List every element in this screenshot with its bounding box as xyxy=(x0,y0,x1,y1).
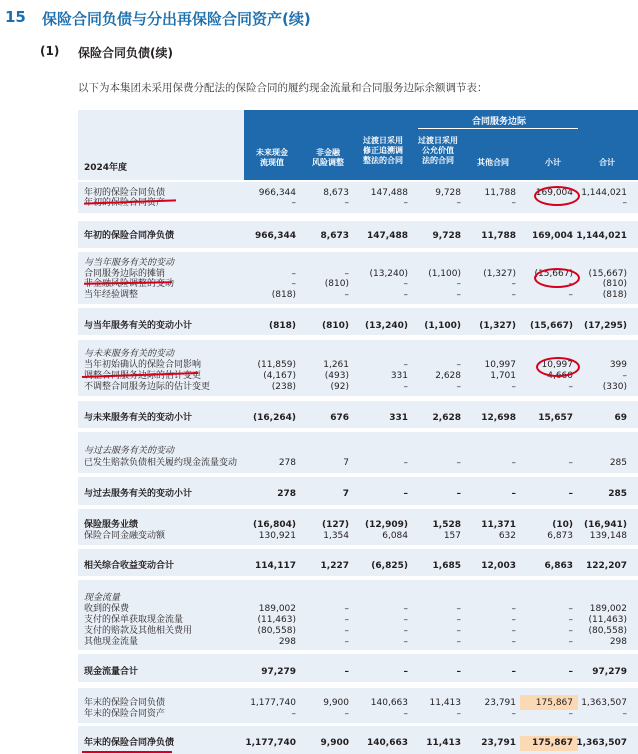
csm-group-header: 合同服务边际 xyxy=(471,117,526,127)
table-cell: 9,900 xyxy=(323,698,349,708)
table-cell: (818) xyxy=(602,290,627,300)
table-cell: (13,240) xyxy=(369,269,408,279)
table-cell: – xyxy=(456,667,461,677)
table-cell: – xyxy=(568,382,573,392)
table-cell: – xyxy=(344,667,349,677)
row-label: 年末的保险合同资产 xyxy=(84,709,166,719)
row-label: 相关综合收益变动合计 xyxy=(84,561,175,571)
table-cell: 10,997 xyxy=(541,360,573,370)
table-cell: – xyxy=(456,489,461,499)
table-cell: 1,261 xyxy=(323,360,349,370)
table-cell: – xyxy=(568,489,573,499)
row-label: 当年初始确认的保险合同影响 xyxy=(84,360,202,370)
table-cell: 97,279 xyxy=(261,667,296,677)
table-cell: – xyxy=(344,290,349,300)
table-cell: 632 xyxy=(498,531,516,541)
table-cell: – xyxy=(511,637,516,647)
table-cell: (1,327) xyxy=(483,269,516,279)
table-cell: – xyxy=(511,198,516,208)
table-cell: – xyxy=(568,626,573,636)
table-cell: 11,788 xyxy=(484,188,516,198)
table-cell: – xyxy=(344,269,349,279)
table-cell: 2,628 xyxy=(432,413,461,423)
row-label: 与未来服务有关的变动小计 xyxy=(84,413,193,423)
table-cell: 9,728 xyxy=(432,231,461,241)
table-cell: (4,167) xyxy=(263,371,296,381)
table-cell: 331 xyxy=(390,371,408,381)
table-cell: (11,463) xyxy=(257,615,296,625)
red-circle-annotation xyxy=(534,186,580,206)
table-cell: – xyxy=(403,458,408,468)
table-cell: 175,867 xyxy=(535,698,573,708)
table-cell: 69 xyxy=(614,413,627,423)
table-cell: – xyxy=(511,458,516,468)
section-number: 15 xyxy=(5,8,26,26)
column-header-line: 流现值 xyxy=(260,158,284,167)
row-label: 年末的保险合同净负债 xyxy=(84,738,175,748)
table-cell: – xyxy=(456,290,461,300)
table-cell: (127) xyxy=(321,520,349,530)
row-label: 收到的保费 xyxy=(84,604,130,614)
table-cell: (810) xyxy=(602,279,627,289)
table-cell: 1,363,507 xyxy=(581,698,627,708)
table-cell: 11,413 xyxy=(429,698,461,708)
table-cell: 130,921 xyxy=(258,531,296,541)
table-cell: (17,295) xyxy=(584,321,627,331)
row-label: 支付的保单获取现金流量 xyxy=(84,615,184,625)
table-cell: (330) xyxy=(602,382,627,392)
table-cell: 1,685 xyxy=(432,561,461,571)
red-underline-annotation xyxy=(82,751,172,753)
table-cell: – xyxy=(456,360,461,370)
table-cell: (15,667) xyxy=(588,269,627,279)
row-label: 现金流量合计 xyxy=(84,667,139,677)
table-cell: – xyxy=(456,604,461,614)
table-cell: – xyxy=(344,709,349,719)
table-cell: 8,673 xyxy=(320,231,349,241)
section-title: 保险合同负债与分出再保险合同资产(续) xyxy=(42,10,311,28)
table-cell: 15,657 xyxy=(538,413,573,423)
row-label: 已发生赔款负债相关履约现金流量变动 xyxy=(84,458,238,468)
table-cell: (15,667) xyxy=(530,321,573,331)
row-label: 与当年服务有关的变动小计 xyxy=(84,321,193,331)
table-cell: – xyxy=(568,604,573,614)
table-cell: (80,558) xyxy=(257,626,296,636)
table-cell: (12,909) xyxy=(365,520,408,530)
row-label: 非金融风险调整的变动 xyxy=(84,279,175,289)
column-header-line: 过渡日采用 xyxy=(363,136,403,145)
table-cell: 399 xyxy=(609,360,627,370)
table-cell: 1,177,740 xyxy=(245,738,296,748)
row-label: 现金流量 xyxy=(84,593,121,603)
table-cell: – xyxy=(403,626,408,636)
table-cell: – xyxy=(511,709,516,719)
table-cell: (818) xyxy=(271,290,296,300)
row-label: 当年经验调整 xyxy=(84,290,139,300)
table-cell: 966,344 xyxy=(258,188,296,198)
table-cell: – xyxy=(344,604,349,614)
table-cell: 1,177,740 xyxy=(250,698,296,708)
table-cell: – xyxy=(511,382,516,392)
table-cell: – xyxy=(568,198,573,208)
table-cell: – xyxy=(622,371,627,381)
row-label: 不调整合同服务边际的估计变更 xyxy=(84,382,211,392)
row-label: 保险合同金融变动额 xyxy=(84,531,166,541)
table-cell: – xyxy=(403,709,408,719)
column-header-line: 过渡日采用 xyxy=(418,136,458,145)
table-cell: – xyxy=(344,198,349,208)
table-cell: – xyxy=(291,269,296,279)
table-cell: 4,660 xyxy=(547,371,573,381)
table-cell: (810) xyxy=(321,321,349,331)
table-cell: 278 xyxy=(278,458,296,468)
table-cell: 285 xyxy=(609,458,627,468)
column-header xyxy=(468,158,518,168)
table-cell: – xyxy=(456,626,461,636)
column-header xyxy=(305,148,351,168)
table-cell: (238) xyxy=(271,382,296,392)
column-header xyxy=(246,148,298,168)
table-cell: 6,084 xyxy=(382,531,408,541)
table-cell: – xyxy=(344,615,349,625)
column-header-line: 小计 xyxy=(545,158,561,167)
table-cell: – xyxy=(456,458,461,468)
column-header-line: 其他合同 xyxy=(477,158,509,167)
table-cell: 189,002 xyxy=(589,604,627,614)
table-cell: 12,698 xyxy=(481,413,516,423)
column-header xyxy=(531,158,575,168)
table-cell: 298 xyxy=(609,637,627,647)
row-label: 年初的保险合同资产 xyxy=(84,198,166,208)
table-cell: 9,728 xyxy=(435,188,461,198)
table-cell: 12,003 xyxy=(481,561,516,571)
table-cell: 11,788 xyxy=(481,231,516,241)
table-cell: 122,207 xyxy=(586,561,627,571)
table-cell: – xyxy=(291,709,296,719)
table-cell: 114,117 xyxy=(255,561,296,571)
table-cell: – xyxy=(403,360,408,370)
table-cell: (818) xyxy=(268,321,296,331)
table-cell: – xyxy=(344,626,349,636)
table-cell: 1,144,021 xyxy=(581,188,627,198)
table-cell: – xyxy=(456,709,461,719)
table-cell: (11,859) xyxy=(257,360,296,370)
row-label: 调整合同服务边际的估计变更 xyxy=(84,371,202,381)
table-cell: 175,867 xyxy=(532,738,573,748)
table-cell: – xyxy=(511,626,516,636)
table-cell: 8,673 xyxy=(323,188,349,198)
table-cell: 1,363,507 xyxy=(576,738,627,748)
table-cell: 1,701 xyxy=(490,371,516,381)
year-label: 2024年度 xyxy=(84,163,128,173)
table-cell: 11,371 xyxy=(481,520,516,530)
table-cell: – xyxy=(511,667,516,677)
column-header xyxy=(585,158,629,168)
table-cell: – xyxy=(403,489,408,499)
subsection-number: (1) xyxy=(40,44,60,58)
table-cell: – xyxy=(403,615,408,625)
table-cell: (16,804) xyxy=(253,520,296,530)
row-group-band xyxy=(78,654,638,682)
table-cell: 11,413 xyxy=(426,738,461,748)
red-circle-annotation xyxy=(536,357,580,377)
column-header-line: 风险调整 xyxy=(312,158,344,167)
table-cell: – xyxy=(568,637,573,647)
table-cell: 6,863 xyxy=(544,561,573,571)
table-cell: 169,004 xyxy=(532,231,573,241)
table-cell: – xyxy=(511,279,516,289)
csm-group-rule xyxy=(418,128,578,129)
table-cell: 10,997 xyxy=(484,360,516,370)
table-cell: 97,279 xyxy=(592,667,627,677)
row-label: 与过去服务有关的变动小计 xyxy=(84,489,193,499)
column-header-line: 公允价值 xyxy=(422,146,454,155)
table-cell: – xyxy=(568,458,573,468)
column-header-line: 整法的合同 xyxy=(363,156,403,165)
table-cell: – xyxy=(568,615,573,625)
table-cell: – xyxy=(403,290,408,300)
table-cell: – xyxy=(403,382,408,392)
table-cell: 147,488 xyxy=(367,231,408,241)
table-cell: (1,327) xyxy=(479,321,516,331)
column-header xyxy=(413,136,463,166)
row-label: 支付的赔款及其他相关费用 xyxy=(84,626,193,636)
table-cell: 1,528 xyxy=(432,520,461,530)
table-cell: 966,344 xyxy=(255,231,296,241)
table-cell: 7 xyxy=(343,458,349,468)
row-label: 年末的保险合同负债 xyxy=(84,698,166,708)
table-cell: – xyxy=(622,198,627,208)
table-cell: – xyxy=(344,637,349,647)
table-cell: (16,941) xyxy=(584,520,627,530)
table-cell: – xyxy=(511,615,516,625)
row-label: 年初的保险合同净负债 xyxy=(84,231,175,241)
table-cell: 2,628 xyxy=(435,371,461,381)
table-cell: – xyxy=(568,667,573,677)
table-cell: 189,002 xyxy=(258,604,296,614)
table-cell: – xyxy=(456,382,461,392)
table-cell: – xyxy=(568,290,573,300)
column-header-line: 合计 xyxy=(599,158,615,167)
table-cell: 23,791 xyxy=(484,698,516,708)
table-cell: (13,240) xyxy=(365,321,408,331)
row-label: 与过去服务有关的变动 xyxy=(84,446,175,456)
table-cell: 331 xyxy=(389,413,408,423)
table-cell: (92) xyxy=(330,382,349,392)
table-cell: (11,463) xyxy=(588,615,627,625)
table-cell: (1,100) xyxy=(424,321,461,331)
table-cell: 285 xyxy=(608,489,627,499)
row-label: 合同服务边际的摊销 xyxy=(84,269,166,279)
table-cell: (810) xyxy=(324,279,349,289)
table-cell: (6,825) xyxy=(371,561,408,571)
table-cell: 140,663 xyxy=(367,738,408,748)
table-cell: 147,488 xyxy=(370,188,408,198)
row-label: 与未来服务有关的变动 xyxy=(84,349,175,359)
table-cell: 169,004 xyxy=(535,188,573,198)
table-cell: – xyxy=(568,279,573,289)
table-cell: (16,264) xyxy=(253,413,296,423)
table-cell: 157 xyxy=(443,531,461,541)
table-cell: (15,667) xyxy=(534,269,573,279)
table-cell: – xyxy=(511,604,516,614)
table-cell: 676 xyxy=(330,413,349,423)
table-cell: 6,873 xyxy=(547,531,573,541)
reconciliation-table xyxy=(78,110,638,754)
column-header-line: 修正追溯调 xyxy=(363,146,403,155)
table-cell: – xyxy=(403,604,408,614)
table-cell: – xyxy=(456,279,461,289)
table-cell: 23,791 xyxy=(481,738,516,748)
table-cell: 1,354 xyxy=(323,531,349,541)
table-cell: (1,100) xyxy=(428,269,461,279)
table-cell: 9,900 xyxy=(320,738,349,748)
column-header-line: 法的合同 xyxy=(422,156,454,165)
table-cell: – xyxy=(456,615,461,625)
row-label: 年初的保险合同负债 xyxy=(84,188,166,198)
table-cell: – xyxy=(403,637,408,647)
table-cell: – xyxy=(456,637,461,647)
row-label: 其他现金流量 xyxy=(84,637,139,647)
intro-text: 以下为本集团未采用保费分配法的保险合同的履约现金流量和合同服务边际余额调节表： xyxy=(78,82,488,94)
table-cell: – xyxy=(511,489,516,499)
table-cell: – xyxy=(403,667,408,677)
table-cell: 278 xyxy=(277,489,296,499)
table-cell: – xyxy=(511,290,516,300)
table-cell: – xyxy=(403,279,408,289)
table-cell: (80,558) xyxy=(588,626,627,636)
table-cell: – xyxy=(622,709,627,719)
table-cell: 139,148 xyxy=(589,531,627,541)
column-header-line: 未来现金 xyxy=(256,148,288,157)
table-cell: – xyxy=(291,198,296,208)
table-cell: – xyxy=(568,709,573,719)
table-cell: 298 xyxy=(278,637,296,647)
row-label: 与当年服务有关的变动 xyxy=(84,258,175,268)
table-cell: (10) xyxy=(552,520,573,530)
subsection-title: 保险合同负债(续) xyxy=(78,46,173,60)
table-cell: – xyxy=(291,279,296,289)
table-cell: 140,663 xyxy=(370,698,408,708)
table-cell: 1,227 xyxy=(320,561,349,571)
red-circle-annotation xyxy=(534,268,580,288)
table-cell: 7 xyxy=(342,489,349,499)
row-label: 保险服务业绩 xyxy=(84,520,139,530)
table-cell: – xyxy=(456,198,461,208)
column-header xyxy=(356,136,410,166)
table-cell: 1,144,021 xyxy=(576,231,627,241)
column-header-line: 非金融 xyxy=(316,148,340,157)
table-cell: (493) xyxy=(324,371,349,381)
table-cell: – xyxy=(403,198,408,208)
